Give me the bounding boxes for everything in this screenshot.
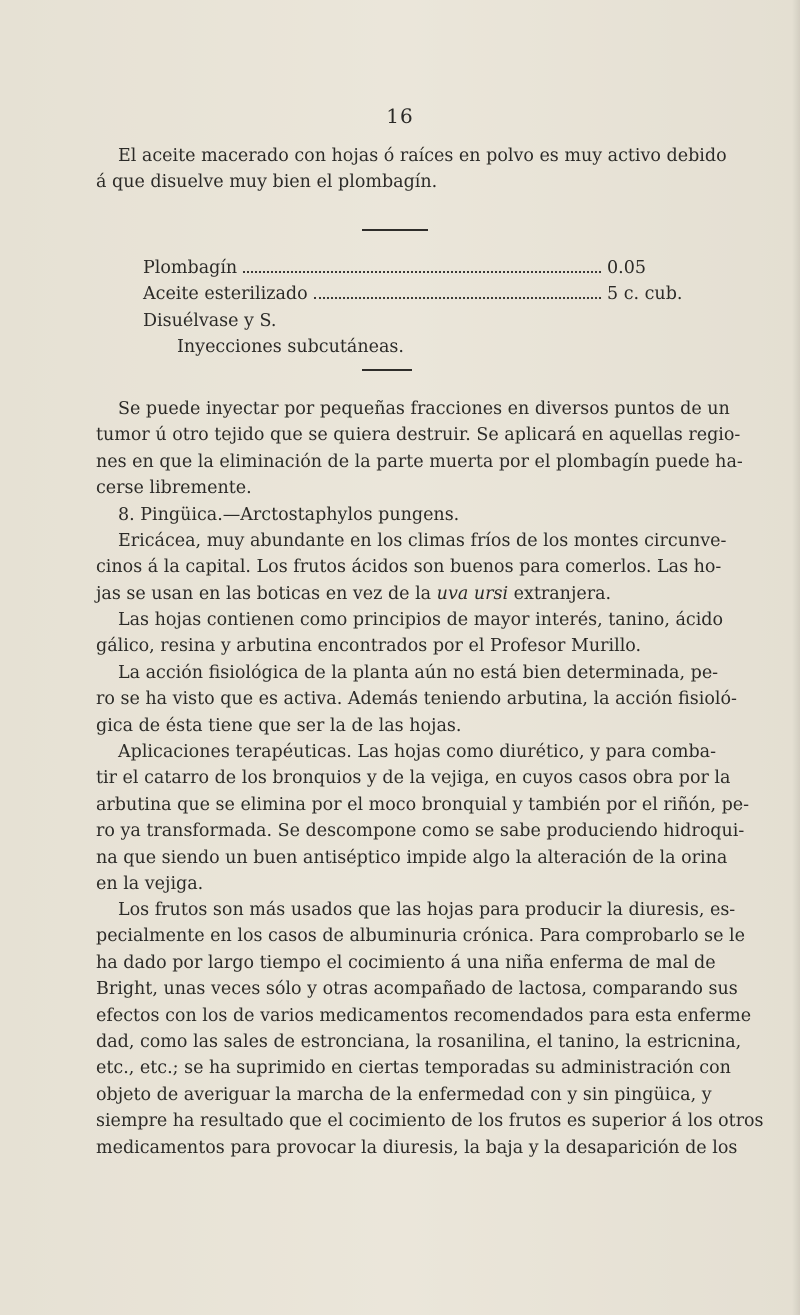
text-line: Bright, unas veces sólo y otras acompañado de lactosa, comparando sus (96, 979, 738, 1000)
leader-dots (243, 255, 601, 273)
formula-row (143, 255, 703, 281)
text-line: tir el catarro de los bronquios y de la vejiga, en cuyos casos obra por la (96, 768, 731, 789)
text-line: medicamentos para provocar la diuresis, la baja y la desaparición de los (96, 1137, 738, 1158)
text-line: ro ya transformada. Se descompone como se sabe produciendo hidroqui- (96, 821, 745, 842)
text-line: á que disuelve muy bien el plombagín. (96, 172, 438, 193)
text-line: nes en que la eliminación de la parte muerta por el plombagín puede ha- (96, 451, 743, 472)
paragraph-accion (96, 660, 764, 739)
text-line: Los frutos son más usados que las hojas para producir la diuresis, es- (118, 900, 736, 920)
leader-dots (314, 281, 601, 299)
text-line: El aceite macerado con hojas ó raíces en polvo es muy activo debido (118, 146, 727, 166)
text-line: objeto de averiguar la marcha de la enfermedad con y sin pingüica, y (96, 1084, 712, 1105)
divider-rule (362, 369, 412, 371)
text-line: cinos á la capital. Los frutos ácidos son buenos para comerlos. Las ho- (96, 557, 722, 578)
paragraph-hojas (96, 607, 764, 660)
intro-paragraph (96, 143, 764, 196)
text-line: Ericácea, muy abundante en los climas fríos de los montes circunve- (118, 531, 727, 551)
text-line: pecialmente en los casos de albuminuria crónica. Para comprobarlo se le (96, 926, 745, 947)
text-line: La acción fisiológica de la planta aún no está bien determinada, pe- (118, 663, 719, 683)
text-line: siempre ha resultado que el cocimiento de los frutos es superior á los otros (96, 1111, 764, 1132)
text-line: Aplicaciones terapéuticas. Las hojas como diurético, y para comba- (118, 742, 717, 762)
text-line: na que siendo un buen antiséptico impide algo la alteración de la orina (96, 847, 728, 868)
paragraph-aplicaciones (96, 739, 764, 897)
ingredient-name: Aceite esterilizado (143, 284, 308, 305)
text-line: arbutina que se elimina por el moco bronquial y también por el riñón, pe- (96, 794, 750, 815)
text-line: dad, como las sales de estronciana, la rosanilina, el tanino, la estricnina, (96, 1032, 742, 1053)
text-line: en la vejiga. (96, 874, 204, 895)
ingredient-name: Plombagín (143, 258, 238, 278)
text-line: cerse libremente. (96, 478, 252, 499)
text-line: Las hojas contienen como principios de mayor interés, tanino, ácido (118, 610, 724, 630)
divider-rule (362, 229, 428, 231)
text-line: ro se ha visto que es activa. Además teniendo arbutina, la acción fisioló- (96, 689, 737, 710)
page-number: 16 (386, 104, 414, 128)
ingredient-quantity: 0.05 (607, 258, 646, 278)
formula-use: Inyecciones subcutáneas. (177, 337, 404, 358)
text-line: gica de ésta tiene que ser la de las hojas. (96, 715, 462, 736)
italic-term: uva ursi (436, 583, 509, 604)
paragraph-ericacea (96, 528, 764, 607)
text-line: ha dado por largo tiempo el cocimiento á una niña enferma de mal de (96, 952, 716, 973)
paragraph-frutos (96, 897, 764, 1161)
text-line: Se puede inyectar por pequeñas fracciones en diversos puntos de un (118, 399, 730, 419)
text-line: jas se usan en las boticas en vez de la uva ursi extranjera. (96, 583, 612, 604)
formula-instruction: Disuélvase y S. (143, 310, 277, 331)
formula-row (143, 281, 703, 307)
paragraph-inject (96, 396, 764, 528)
text-line: gálico, resina y arbutina encontrados por el Profesor Murillo. (96, 636, 642, 657)
section-heading: 8. Pingüica.—Arctostaphylos pungens. (118, 504, 460, 525)
text-line: tumor ú otro tejido que se quiera destruir. Se aplicará en aquellas regio- (96, 425, 741, 446)
text-line: efectos con los de varios medicamentos recomendados para esta enferme (96, 1005, 752, 1026)
prescription-formula (143, 255, 703, 361)
page-edge-shadow (792, 0, 800, 1315)
ingredient-quantity: 5 c. cub. (607, 284, 683, 305)
text-line: etc., etc.; se ha suprimido en ciertas temporadas su administración con (96, 1058, 731, 1079)
